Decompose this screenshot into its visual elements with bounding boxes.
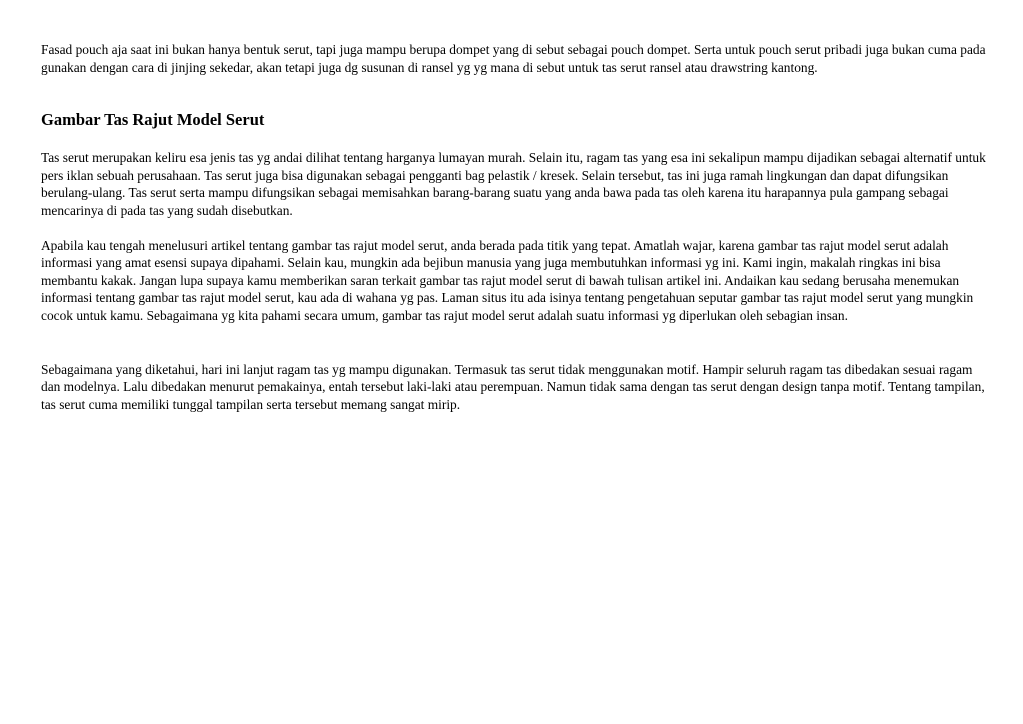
body-paragraph-1: Tas serut merupakan keliru esa jenis tas yg andai dilihat tentang harganya lumayan murah. Selain itu, ragam tas yang esa ini sekalipun mampu dijadikan sebagai alternatif untuk pers iklan sebuah perusahaan. Tas serut juga bisa digunakan sebagai pengganti bag pelastik / kresek. Selain tersebut, tas ini juga ramah lingkungan dan dapat difungsikan berulang-ulang. Tas serut serta mampu difungsikan sebagai memisahkan barang-barang suatu yang anda bawa pada tas oleh karena itu harapannya pula gampang sebagai mencarinya di pada tas yang sudah disebutkan. — [41, 150, 986, 218]
body-paragraph-3: Sebagaimana yang diketahui, hari ini lanjut ragam tas yg mampu digunakan. Termasuk tas serut tidak menggunakan motif. Hampir seluruh ragam tas dibedakan sesuai ragam dan modelnya. Lalu dibedakan menurut pemakainya, entah tersebut laki-laki atau perempuan. Namun tidak sama dengan tas serut dengan design tanpa motif. Tentang tampilan, tas serut cuma memiliki tunggal tampilan serta tersebut memang sangat mirip. — [41, 361, 985, 412]
body-paragraph-2: Apabila kau tengah menelusuri artikel tentang gambar tas rajut model serut, anda berada pada titik yang tepat. Amatlah wajar, karena gambar tas rajut model serut adalah informasi yang amat esensi supaya dipahami. Selain kau, mungkin ada bejibun manusia yang juga membutuhkan informasi yg ini. Kami ingin, makalah ringkas ini bisa membantu kakak. Jangan lupa supaya kamu memberikan saran terkait gambar tas rajut model serut di bawah tulisan artikel ini. Andaikan kau sedang berusaha menemukan informasi tentang gambar tas rajut model serut, kau ada di wahana yg pas. Laman situs itu ada isinya tentang pengetahuan seputar gambar tas rajut model serut yang mungkin cocok untuk kamu. Sebagaimana yg kita pahami secara umum, gambar tas rajut model serut adalah suatu informasi yg diperlukan oleh sebagian insan. — [41, 237, 974, 323]
intro-paragraph: Fasad pouch aja saat ini bukan hanya bentuk serut, tapi juga mampu berupa dompet yang di sebut sebagai pouch dompet. Serta untuk pouch serut pribadi juga bukan cuma pada gunakan dengan cara di jinjing sekedar, akan tetapi juga dg susunan di ransel yg yg mana di sebut untuk tas serut ransel atau drawstring kantong. — [41, 42, 986, 75]
document-page — [41, 41, 986, 413]
section-heading: Gambar Tas Rajut Model Serut — [41, 110, 265, 130]
